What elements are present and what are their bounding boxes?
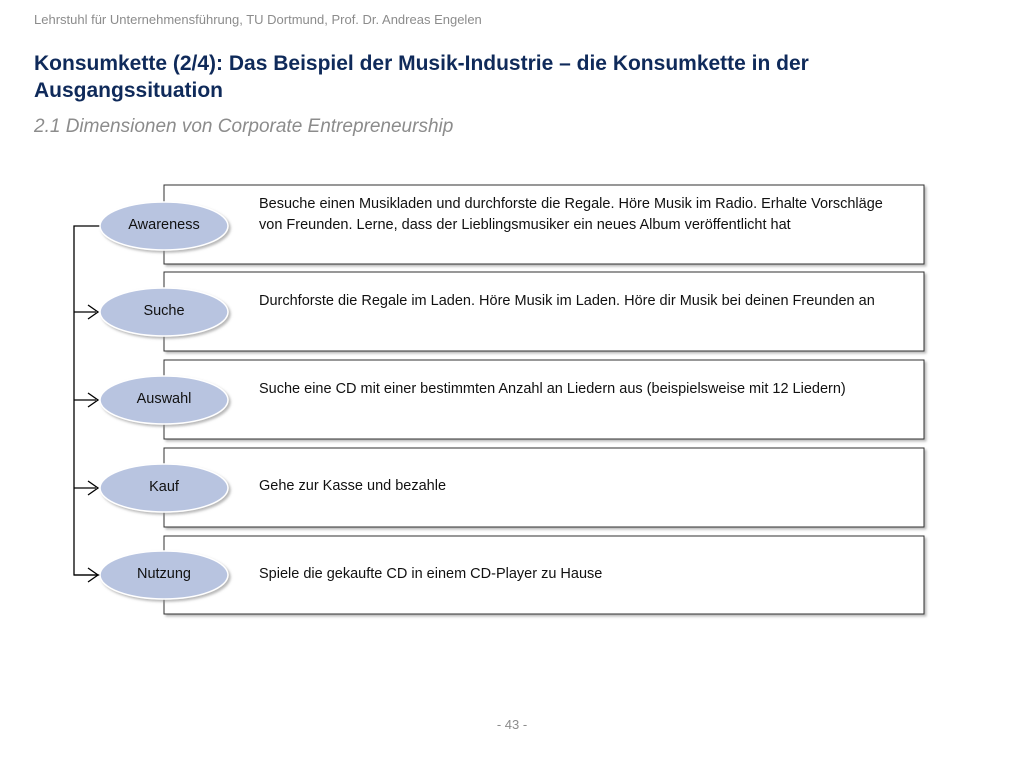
stage-description-suche: Durchforste die Regale im Laden. Höre Musik im Laden. Höre dir Musik bei deinen Freunden an: [259, 293, 875, 309]
stage-description-kauf: Gehe zur Kasse und bezahle: [259, 478, 447, 494]
header-text: Lehrstuhl für Unternehmensführung, TU Dortmund, Prof. Dr. Andreas Engelen: [34, 12, 482, 27]
stage-box-auswahl: [164, 360, 924, 439]
page-subtitle: 2.1 Dimensionen von Corporate Entrepreneurship: [34, 116, 454, 137]
stage-description-auswahl: Suche eine CD mit einer bestimmten Anzahl an Liedern aus (beispielsweise mit 12 Liedern): [259, 381, 846, 397]
page-number: - 43 -: [496, 717, 528, 732]
stage-description-awareness: Besuche einen Musikladen und durchforste die Regale. Höre Musik im Radio. Erhalte Vorschläge von Freunden. Lerne, dass der Lieblingsmusiker ein neues Album veröffentlicht hat: [259, 196, 883, 233]
stage-label-auswahl: Auswahl: [136, 391, 192, 407]
stage-label-nutzung: Nutzung: [136, 566, 191, 582]
stage-label-awareness: Awareness: [128, 217, 200, 233]
stage-description-nutzung: Spiele die gekaufte CD in einem CD-Player zu Hause: [259, 566, 603, 582]
stage-box-suche: [164, 272, 924, 351]
stage-label-kauf: Kauf: [149, 479, 179, 495]
page-title: Konsumkette (2/4): Das Beispiel der Musik-Industrie – die Konsumkette in der Ausgangssituation: [34, 52, 809, 102]
stage-label-suche: Suche: [143, 303, 185, 319]
